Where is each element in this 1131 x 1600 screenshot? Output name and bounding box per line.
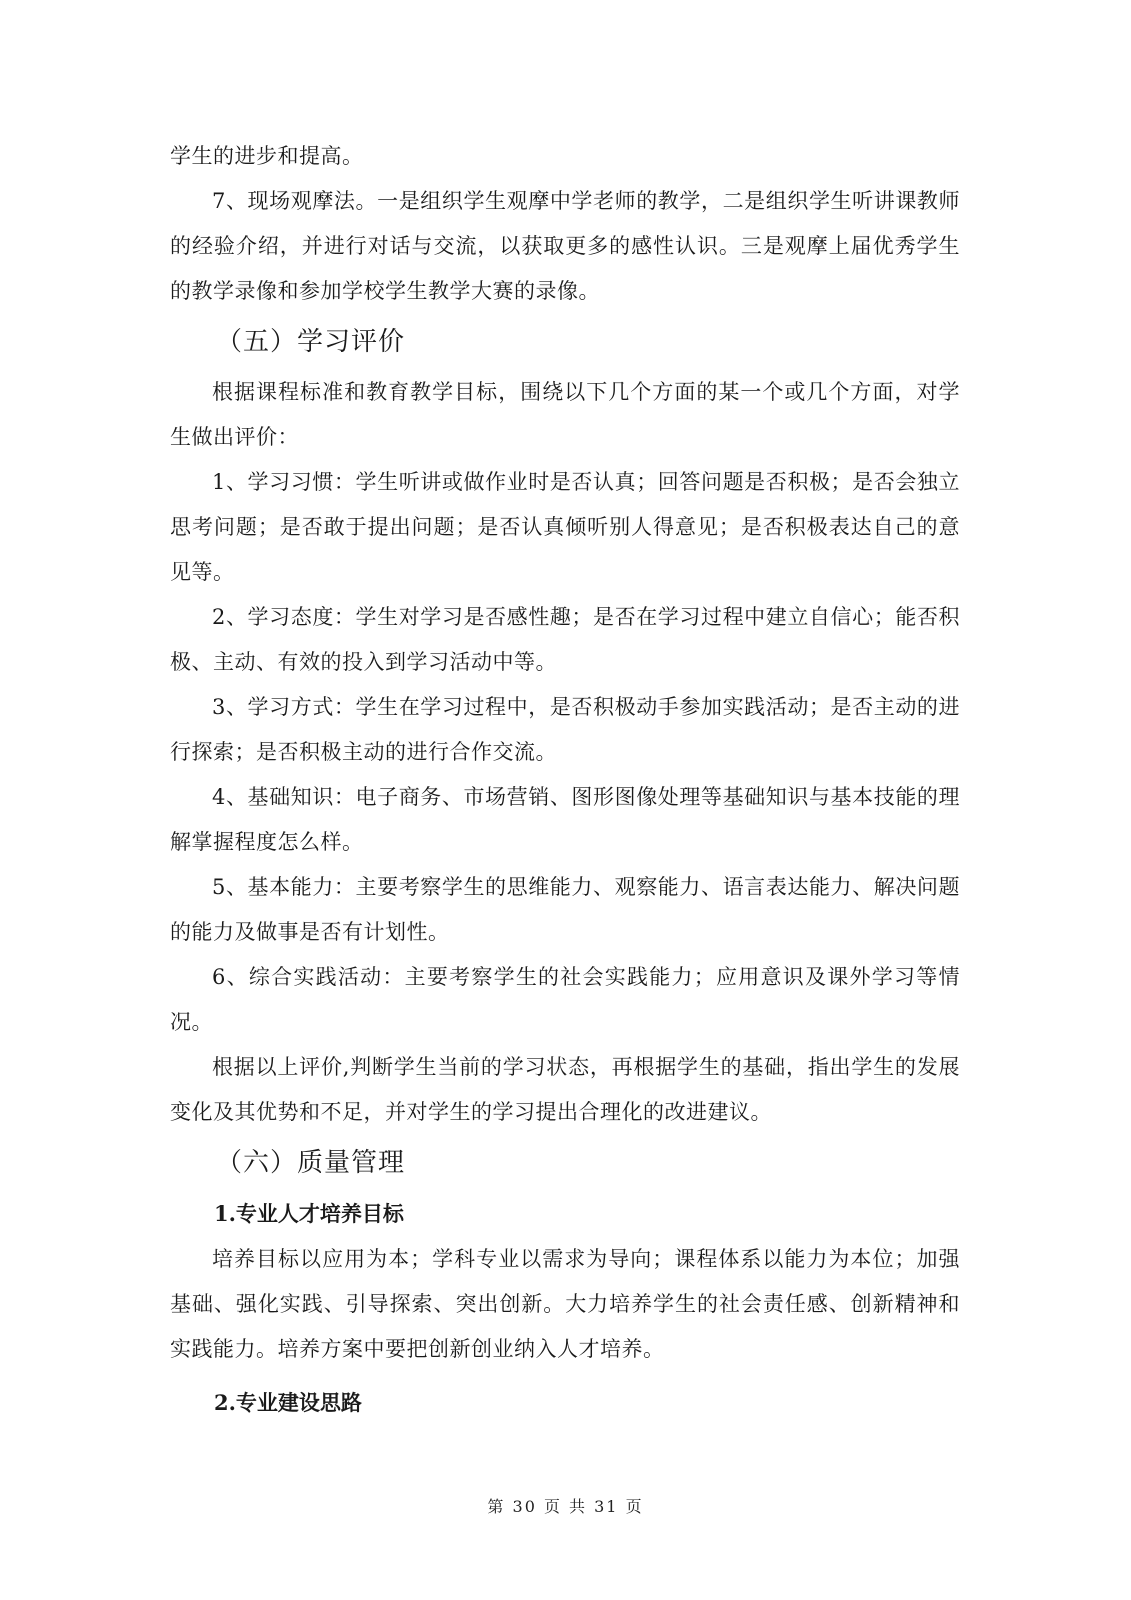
section-heading-learning-evaluation: （五）学习评价: [216, 327, 406, 357]
page-number-footer: 第 30 页 共 31 页: [487, 1497, 644, 1516]
paragraph-evaluation-item-6: 6、综合实践活动：主要考察学生的社会实践能力；应用意识及课外学习等情况。: [170, 965, 960, 1034]
paragraph-evaluation-item-4: 4、基础知识：电子商务、市场营销、图形图像处理等基础知识与基本技能的理解掌握程度怎么样。: [170, 785, 960, 854]
section-heading-quality-management: （六）质量管理: [216, 1148, 406, 1178]
paragraph-training-goal: 培养目标以应用为本；学科专业以需求为导向；课程体系以能力为本位；加强基础、强化实践、引导探索、突出创新。大力培养学生的社会责任感、创新精神和实践能力。培养方案中要把创新创业纳入人才培养。: [170, 1247, 960, 1361]
paragraph-method-7: 7、现场观摩法。一是组织学生观摩中学老师的教学，二是组织学生听讲课教师的经验介绍，并进行对话与交流，以获取更多的感性认识。三是观摩上届优秀学生的教学录像和参加学校学生教学大赛的录像。: [170, 189, 960, 303]
paragraph-evaluation-intro: 根据课程标准和教育教学目标，围绕以下几个方面的某一个或几个方面，对学生做出评价：: [170, 380, 960, 449]
paragraph-evaluation-item-5: 5、基本能力：主要考察学生的思维能力、观察能力、语言表达能力、解决问题的能力及做事是否有计划性。: [170, 875, 960, 944]
sub-heading-training-goal: 1.专业人才培养目标: [214, 1201, 404, 1226]
page-content: [170, 134, 960, 1426]
sub-heading-construction-idea: 2.专业建设思路: [214, 1390, 362, 1415]
paragraph-evaluation-item-1: 1、学习习惯：学生听讲或做作业时是否认真；回答问题是否积极；是否会独立思考问题；是否敢于提出问题；是否认真倾听别人得意见；是否积极表达自己的意见等。: [170, 470, 960, 584]
paragraph-evaluation-conclusion: 根据以上评价,判断学生当前的学习状态，再根据学生的基础，指出学生的发展变化及其优势和不足，并对学生的学习提出合理化的改进建议。: [170, 1055, 960, 1124]
paragraph-evaluation-item-3: 3、学习方式：学生在学习过程中，是否积极动手参加实践活动；是否主动的进行探索；是否积极主动的进行合作交流。: [170, 695, 960, 764]
paragraph-continuation: 学生的进步和提高。: [170, 144, 364, 168]
paragraph-evaluation-item-2: 2、学习态度：学生对学习是否感性趣；是否在学习过程中建立自信心；能否积极、主动、有效的投入到学习活动中等。: [170, 605, 960, 674]
